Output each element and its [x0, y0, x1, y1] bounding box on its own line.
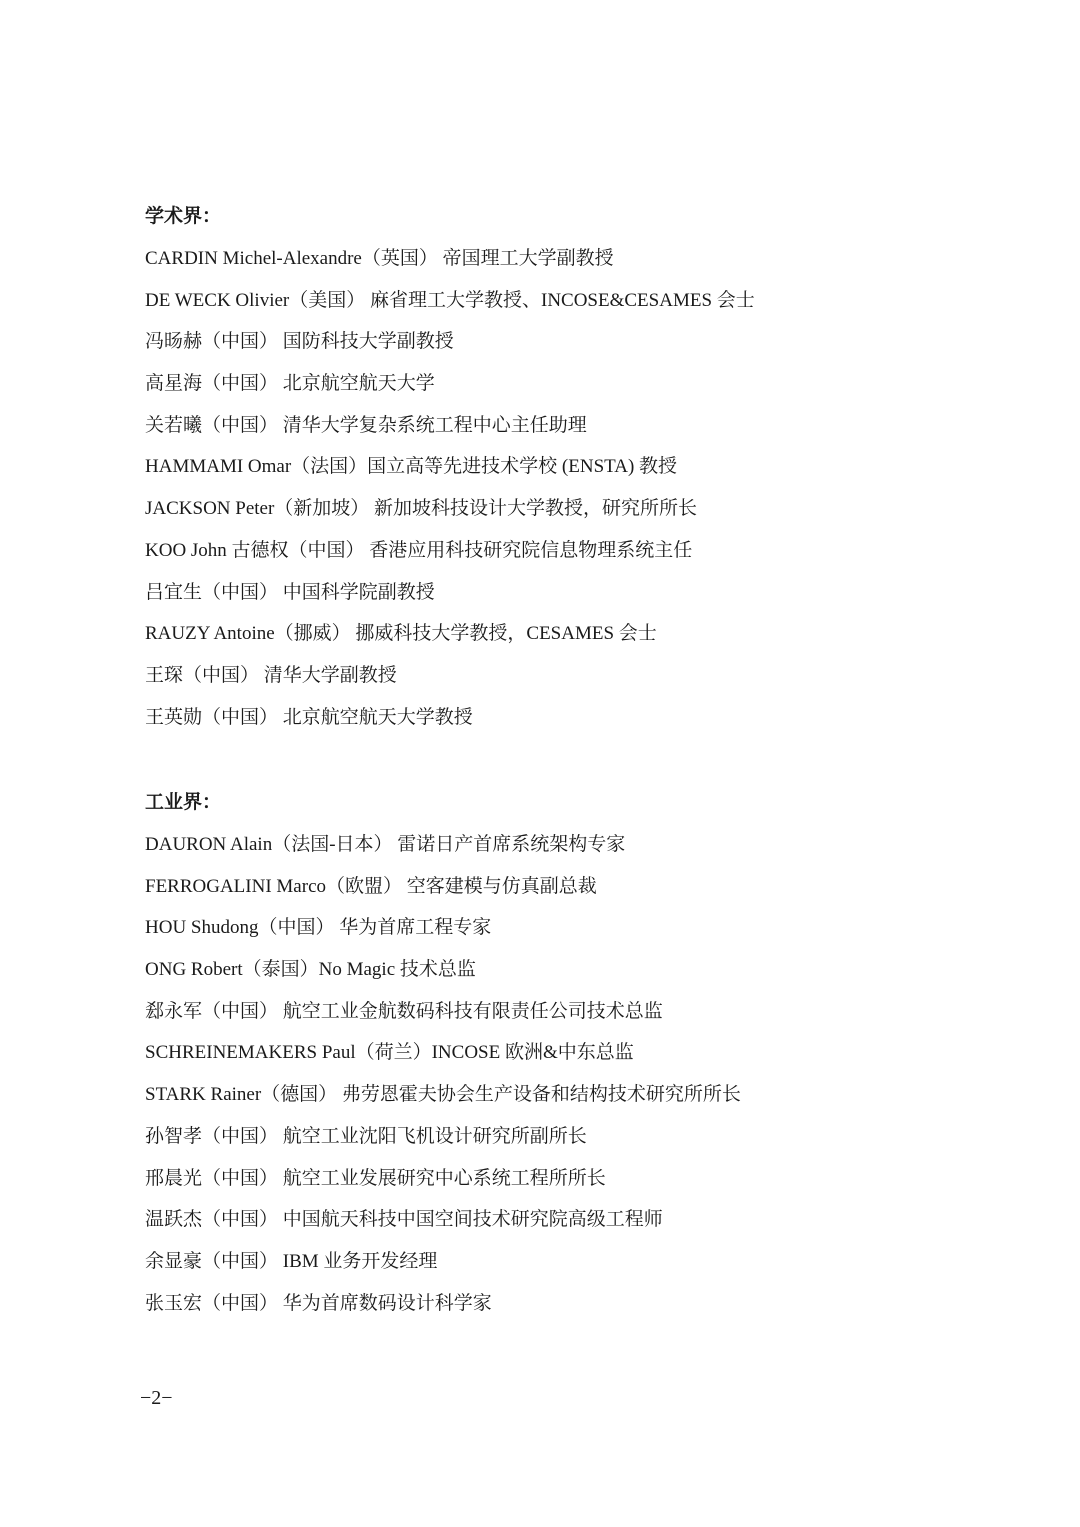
page-number: −2−	[140, 1387, 173, 1409]
industry-heading: 工业界：	[145, 792, 222, 813]
list-item: 冯旸赫（中国） 国防科技大学副教授	[145, 331, 454, 353]
list-item: HAMMAMI Omar（法国）国立高等先进技术学校 (ENSTA) 教授	[145, 456, 678, 478]
list-item: 温跃杰（中国） 中国航天科技中国空间技术研究院高级工程师	[145, 1209, 663, 1231]
list-item: ONG Robert（泰国）No Magic 技术总监	[145, 959, 476, 981]
list-item: KOO John 古德权（中国） 香港应用科技研究院信息物理系统主任	[145, 539, 693, 561]
list-item: FERROGALINI Marco（欧盟） 空客建模与仿真副总裁	[145, 875, 597, 897]
list-item: DAURON Alain（法国-日本） 雷诺日产首席系统架构专家	[145, 834, 626, 855]
list-item: JACKSON Peter（新加坡） 新加坡科技设计大学教授，研究所所长	[145, 498, 698, 520]
list-item: 王英勋（中国） 北京航空航天大学教授	[145, 706, 473, 728]
list-item: SCHREINEMAKERS Paul（荷兰）INCOSE 欧洲&中东总监	[145, 1042, 634, 1064]
list-item: STARK Rainer（德国） 弗劳恩霍夫协会生产设备和结构技术研究所所长	[145, 1084, 741, 1106]
list-item: 余显豪（中国） IBM 业务开发经理	[145, 1250, 438, 1272]
list-item: 王琛（中国） 清华大学副教授	[145, 664, 397, 686]
list-item: 吕宜生（中国） 中国科学院副教授	[145, 581, 435, 603]
list-item: DE WECK Olivier（美国） 麻省理工大学教授、INCOSE&CESAMES 会士	[145, 289, 755, 311]
list-item: 高星海（中国） 北京航空航天大学	[145, 373, 435, 395]
academic-heading: 学术界：	[145, 206, 222, 227]
academic-list	[145, 238, 1025, 738]
list-item: 邢晨光（中国） 航空工业发展研究中心系统工程所所长	[145, 1167, 606, 1189]
list-item: 张玉宏（中国） 华为首席数码设计科学家	[145, 1292, 492, 1314]
list-item: 郄永军（中国） 航空工业金航数码科技有限责任公司技术总监	[145, 1000, 663, 1022]
industry-list	[145, 824, 1025, 1324]
industry-section	[145, 782, 1025, 1324]
list-item: 孙智孝（中国） 航空工业沈阳飞机设计研究所副所长	[145, 1125, 587, 1147]
list-item: HOU Shudong（中国） 华为首席工程专家	[145, 917, 492, 939]
list-item: RAUZY Antoine（挪威） 挪威科技大学教授，CESAMES 会士	[145, 623, 657, 645]
list-item: CARDIN Michel-Alexandre（英国） 帝国理工大学副教授	[145, 248, 614, 269]
academic-section	[145, 196, 1025, 738]
list-item: 关若曦（中国） 清华大学复杂系统工程中心主任助理	[145, 414, 587, 436]
